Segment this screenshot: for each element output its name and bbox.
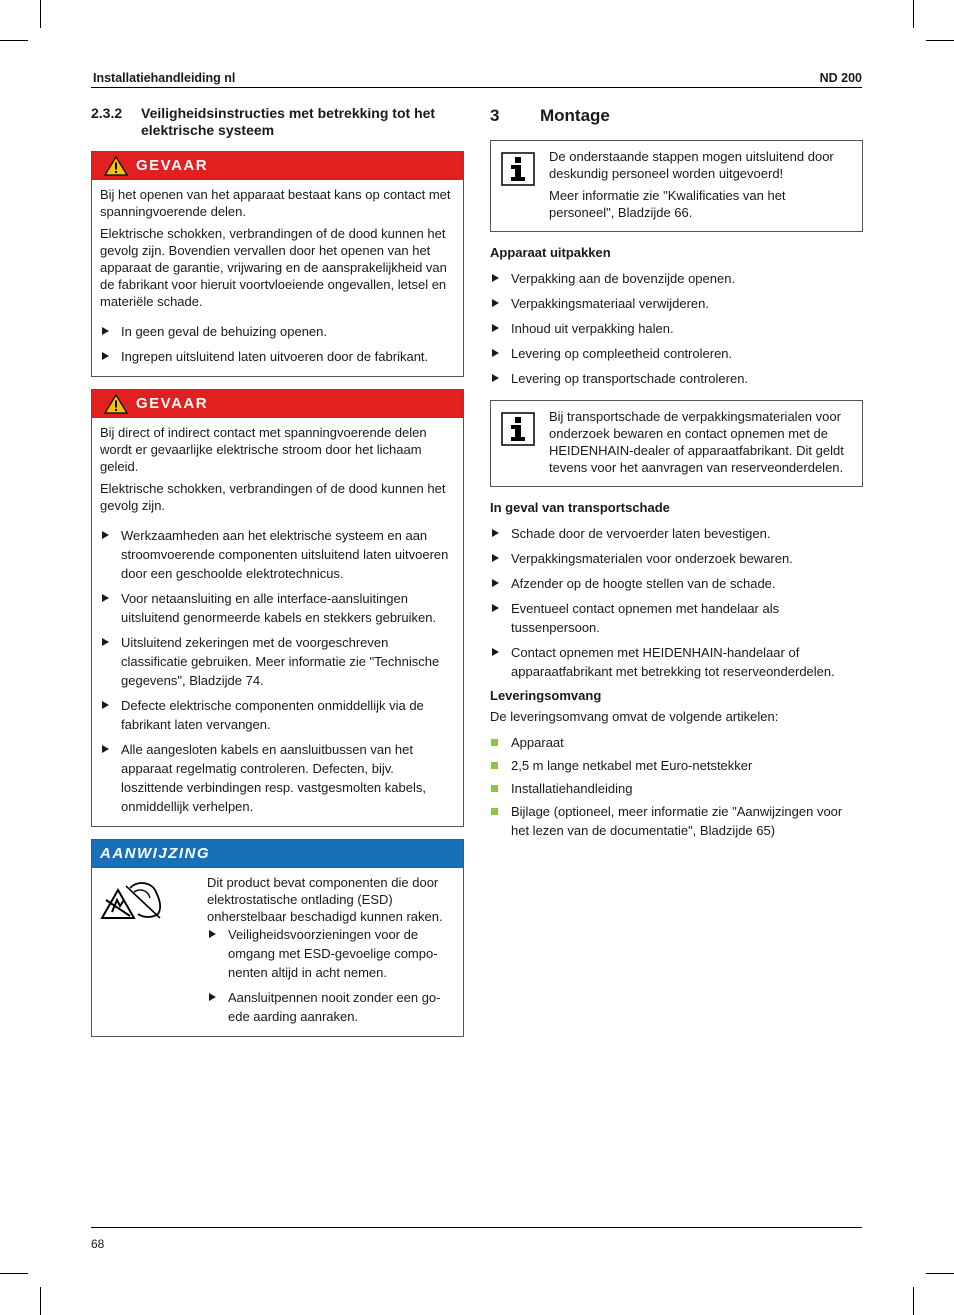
arrow-bullet-icon (492, 299, 499, 307)
list-item: In geen geval de behuizing openen. (100, 322, 455, 341)
info-box-personnel (490, 140, 863, 232)
crop-mark (926, 1273, 954, 1274)
warning-triangle-icon (104, 394, 128, 414)
danger-label: GEVAAR (136, 395, 209, 412)
info-icon (501, 152, 535, 186)
chapter-title: Montage (540, 106, 610, 125)
product-name: ND 200 (819, 71, 862, 85)
list-item: Defecte elektrische componenten onmiddellijk via de fabrikant laten vervangen. (100, 696, 455, 734)
square-bullet-icon (491, 785, 498, 792)
subheading-unpack: Apparaat uitpakken (490, 245, 611, 260)
list-item: Levering op transportschade controleren. (490, 369, 863, 388)
chapter-heading (490, 105, 863, 127)
arrow-bullet-icon (492, 579, 499, 587)
arrow-bullet-icon (102, 531, 109, 539)
doc-title: Installatiehandleiding nl (93, 71, 236, 85)
danger-header (92, 152, 463, 180)
arrow-bullet-icon (102, 701, 109, 709)
notice-label: AANWIJZING (100, 845, 210, 862)
arrow-bullet-icon (492, 374, 499, 382)
right-column (490, 105, 863, 844)
page-number: 68 (91, 1237, 105, 1251)
arrow-bullet-icon (492, 529, 499, 537)
square-bullet-icon (491, 762, 498, 769)
arrow-bullet-icon (492, 648, 499, 656)
danger-label: GEVAAR (136, 157, 209, 174)
esd-warning-icon (100, 878, 170, 922)
notice-box-esd (91, 839, 464, 1037)
crop-mark (0, 40, 28, 41)
list-item: Installatiehandleiding (490, 779, 863, 798)
list-item: Bijlage (optioneel, meer informatie zie "Aanwijzingen voor het lezen van de documentatie", Bladzijde 65) (490, 802, 863, 840)
warning-triangle-icon (104, 156, 128, 176)
section-title: Veiligheidsinstructies met betrekking tot het elektrische systeem (141, 105, 436, 138)
arrow-bullet-icon (102, 352, 109, 360)
danger-box-opening (91, 151, 464, 377)
info-icon (501, 412, 535, 446)
crop-mark (913, 1287, 914, 1315)
danger-text: Bij direct of indirect contact met spanningvoerende delen wordt er gevaarlijke elektrische stroom door het lichaam geleid. (100, 425, 427, 474)
arrow-bullet-icon (209, 993, 216, 1001)
left-column (91, 105, 464, 1037)
list-item: Voor netaansluiting en alle interface-aansluitingen uitsluitend genormeerde kabels en stekkers gebruiken. (100, 589, 455, 627)
list-item: Werkzaamheden aan het elektrische systeem en aan stroomvoerende componenten uitsluitend laten uitvoeren door een geschoolde elektrotechnicus. (100, 526, 455, 583)
arrow-bullet-icon (492, 274, 499, 282)
list-item: Contact opnemen met HEIDENHAIN-handelaar of apparaatfabrikant met betrekking tot reserveonderdelen. (490, 643, 863, 681)
danger-text: Elektrische schokken, verbrandingen of de dood kunnen het gevolg zijn. Bovendien vervallen door het openen van het apparaat de garantie, vrijwaring en de aansprakelijkheid van de fabrikant voor hieruit voortvloeiende ongevallen, letsel en materiële schade. (100, 226, 447, 309)
page-header (91, 68, 862, 88)
arrow-bullet-icon (209, 930, 216, 938)
list-item: Ingrepen uitsluitend laten uitvoeren door de fabrikant. (100, 347, 455, 366)
list-item: Aansluitpennen nooit zonder een go-ede aarding aanraken. (207, 988, 455, 1026)
danger-box-contact (91, 389, 464, 827)
arrow-bullet-icon (492, 324, 499, 332)
list-item: Afzender op de hoogte stellen van de schade. (490, 574, 863, 593)
arrow-bullet-icon (102, 638, 109, 646)
section-heading (91, 105, 464, 139)
list-item: Verpakking aan de bovenzijde openen. (490, 269, 863, 288)
arrow-bullet-icon (102, 745, 109, 753)
danger-header (92, 390, 463, 418)
notice-text: Dit product bevat componenten die door elektrostatische ontlading (ESD) onherstelbaar beschadigd kunnen raken. (207, 875, 443, 924)
notice-header (92, 840, 463, 868)
subheading-damage: In geval van transportschade (490, 500, 670, 515)
list-item: Schade door de vervoerder laten bevestigen. (490, 524, 863, 543)
arrow-bullet-icon (102, 594, 109, 602)
list-item: Inhoud uit verpakking halen. (490, 319, 863, 338)
subheading-scope: Leveringsomvang (490, 688, 602, 703)
crop-mark (926, 40, 954, 41)
list-item: Eventueel contact opnemen met handelaar als tussenpersoon. (490, 599, 863, 637)
list-item: Veiligheidsvoorzieningen voor de omgang met ESD-gevoelige compo-nenten altijd in acht nemen. (207, 925, 455, 982)
list-item: Verpakkingsmaterialen voor onderzoek bewaren. (490, 549, 863, 568)
list-item: Alle aangesloten kabels en aansluitbussen van het apparaat regelmatig controleren. Defecten, bijv. loszittende verbindingen resp. vastgesmolten kabels, onmiddellijk verhelpen. (100, 740, 455, 816)
arrow-bullet-icon (102, 327, 109, 335)
info-text: Bij transportschade de verpakkingsmaterialen voor onderzoek bewaren en contact opnemen met de HEIDENHAIN-dealer of apparaatfabrikant. Dit geldt tevens voor het aanvragen van reserveonderdelen. (549, 409, 844, 475)
list-item: Verpakkingsmateriaal verwijderen. (490, 294, 863, 313)
section-number: 2.3.2 (91, 105, 123, 121)
crop-mark (40, 0, 41, 28)
danger-text: Elektrische schokken, verbrandingen of de dood kunnen het gevolg zijn. (100, 481, 446, 513)
danger-text: Bij het openen van het apparaat bestaat kans op contact met spanningvoerende delen. (100, 187, 451, 219)
crop-mark (40, 1287, 41, 1315)
arrow-bullet-icon (492, 349, 499, 357)
info-text: De onderstaande stappen mogen uitsluitend door deskundig personeel worden uitgevoerd! (549, 149, 834, 181)
page-footer (91, 1227, 862, 1251)
square-bullet-icon (491, 739, 498, 746)
list-item: Uitsluitend zekeringen met de voorgeschreven classificatie gebruiken. Meer informatie zie "Technische gegevens", Bladzijde 74. (100, 633, 455, 690)
info-text: Meer informatie zie "Kwalificaties van het personeel", Bladzijde 66. (549, 188, 786, 220)
scope-intro: De leveringsomvang omvat de volgende artikelen: (490, 709, 779, 724)
square-bullet-icon (491, 808, 498, 815)
chapter-number: 3 (490, 106, 500, 125)
info-box-transport (490, 400, 863, 487)
crop-mark (0, 1273, 28, 1274)
arrow-bullet-icon (492, 604, 499, 612)
arrow-bullet-icon (492, 554, 499, 562)
list-item: 2,5 m lange netkabel met Euro-netstekker (490, 756, 863, 775)
list-item: Apparaat (490, 733, 863, 752)
crop-mark (913, 0, 914, 28)
list-item: Levering op compleetheid controleren. (490, 344, 863, 363)
